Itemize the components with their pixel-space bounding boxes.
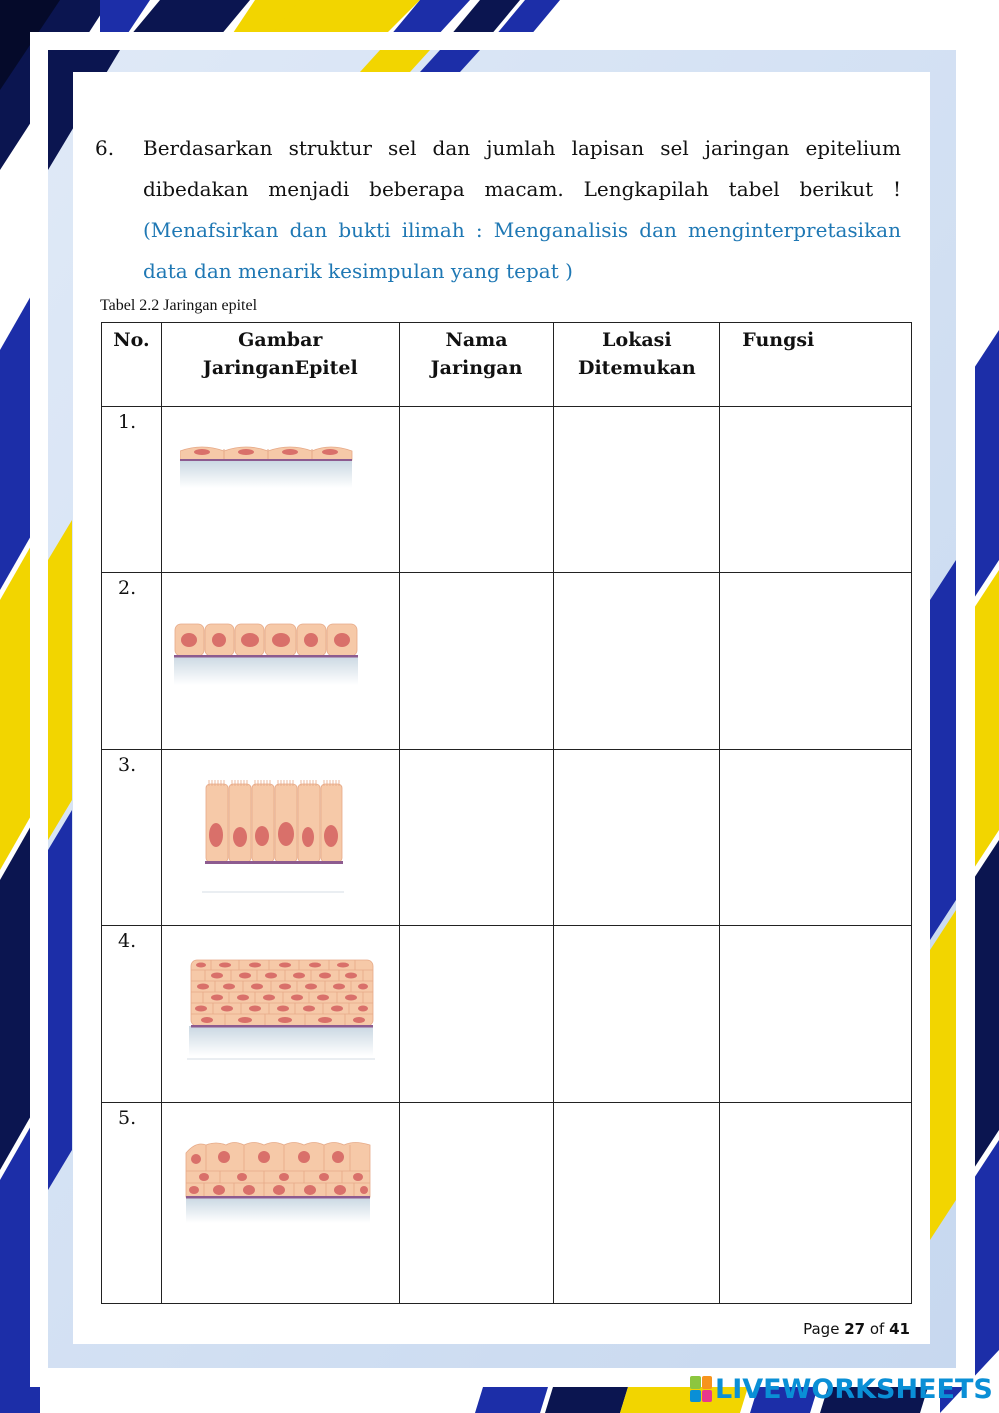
fungsi-cell[interactable] [720, 1103, 912, 1304]
fungsi-cell[interactable] [720, 407, 912, 573]
question-hint-line: data dan menarik kesimpulan yang tepat ) [143, 259, 573, 283]
table-header-row [102, 323, 912, 407]
stratified-squamous-epithelium-icon [187, 958, 377, 1062]
question-number: 6. [95, 136, 115, 160]
question-text [143, 128, 901, 292]
epithelium-table [101, 322, 912, 1304]
header-gambar: Gambar JaringanEpitel [161, 323, 399, 407]
row-number: 5. [102, 1103, 162, 1304]
header-nama: Nama Jaringan [399, 323, 554, 407]
question-block [95, 128, 901, 292]
table-row [102, 407, 912, 573]
row-number: 3. [102, 750, 162, 926]
question-line: Berdasarkan struktur sel dan jumlah lapisan sel jaringan epitelium [143, 136, 901, 160]
nama-jaringan-cell[interactable] [399, 407, 554, 573]
nama-jaringan-cell[interactable] [399, 573, 554, 750]
fungsi-cell[interactable] [720, 926, 912, 1103]
lokasi-cell[interactable] [554, 926, 720, 1103]
simple-squamous-epithelium-icon [180, 443, 355, 491]
question-hint-line: (Menafsirkan dan bukti ilimah : Menganalisis dan menginterpretasikan [143, 218, 901, 242]
fungsi-cell[interactable] [720, 750, 912, 926]
worksheet-page [73, 72, 930, 1344]
picture-cell [161, 1103, 399, 1304]
fungsi-cell[interactable] [720, 573, 912, 750]
liveworksheets-logo [690, 1374, 993, 1404]
header-no: No. [102, 323, 162, 407]
table-row [102, 926, 912, 1103]
table-row [102, 750, 912, 926]
liveworksheets-watermark-text: LIVEWORKSHEETS [715, 1373, 993, 1405]
picture-cell [161, 407, 399, 573]
header-lokasi: Lokasi Ditemukan [554, 323, 720, 407]
liveworksheets-badge-icon [690, 1376, 712, 1402]
page-number: Page 27 of 41 [803, 1320, 910, 1338]
lokasi-cell[interactable] [554, 750, 720, 926]
lokasi-cell[interactable] [554, 407, 720, 573]
picture-cell [161, 750, 399, 926]
row-number: 2. [102, 573, 162, 750]
table-caption: Tabel 2.2 Jaringan epitel [100, 297, 258, 314]
table-row [102, 1103, 912, 1304]
nama-jaringan-cell[interactable] [399, 926, 554, 1103]
lokasi-cell[interactable] [554, 573, 720, 750]
table-row [102, 573, 912, 750]
row-number: 1. [102, 407, 162, 573]
simple-columnar-epithelium-icon [202, 778, 347, 894]
question-line: dibedakan menjadi beberapa macam. Lengkapilah tabel berikut ! [143, 177, 901, 201]
lokasi-cell[interactable] [554, 1103, 720, 1304]
nama-jaringan-cell[interactable] [399, 750, 554, 926]
stratified-cuboidal-epithelium-icon [184, 1139, 374, 1225]
row-number: 4. [102, 926, 162, 1103]
picture-cell [161, 926, 399, 1103]
header-fungsi: Fungsi [720, 323, 912, 407]
nama-jaringan-cell[interactable] [399, 1103, 554, 1304]
picture-cell [161, 573, 399, 750]
simple-cuboidal-epithelium-icon [174, 621, 360, 687]
